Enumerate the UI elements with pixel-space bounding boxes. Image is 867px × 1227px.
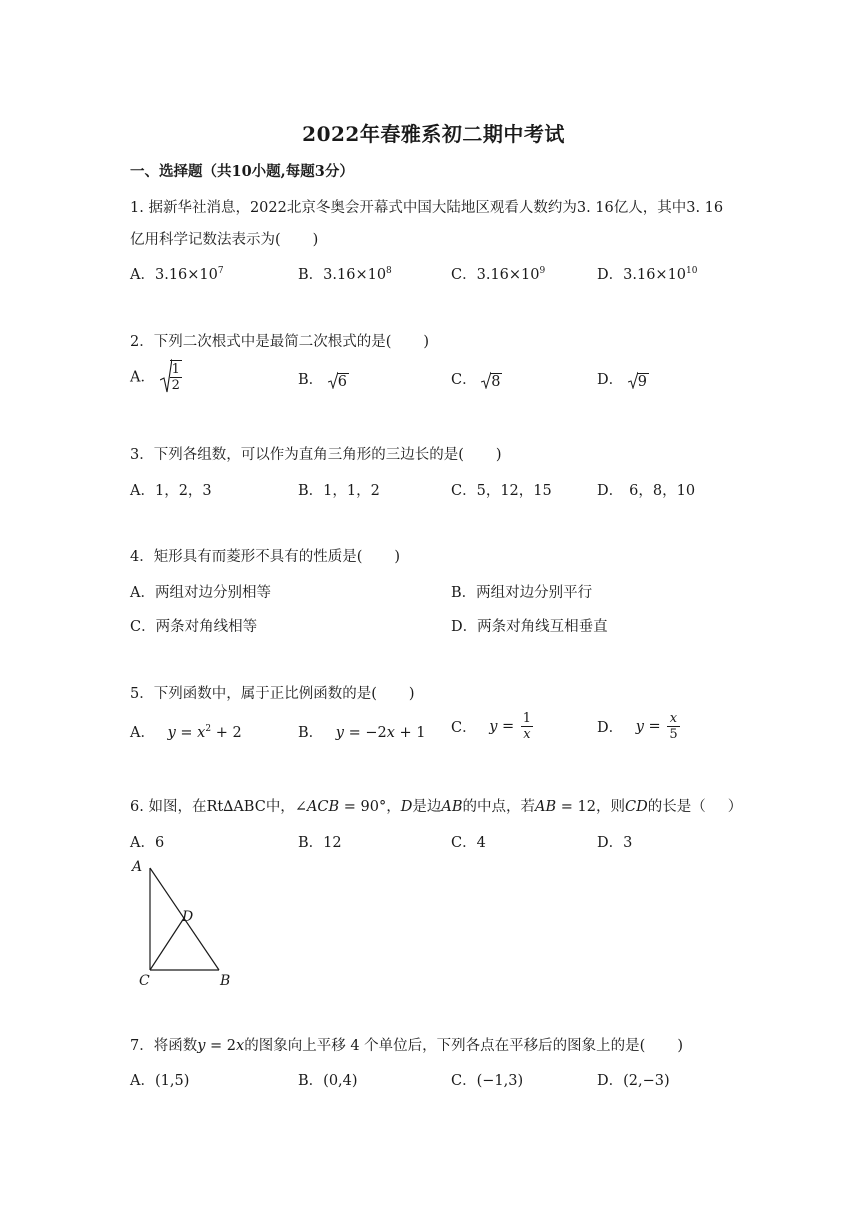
question-5-option-a[interactable] xyxy=(130,721,242,742)
formula-lhs: y xyxy=(489,718,498,735)
question-6-text xyxy=(130,795,742,816)
option-value: (1,5) xyxy=(154,1073,190,1089)
question-7-text xyxy=(130,1034,683,1055)
question-1-option-b[interactable] xyxy=(298,263,392,284)
option-letter: B． xyxy=(298,725,324,741)
question-6-option-b[interactable] xyxy=(298,831,342,852)
option-value: 1，2，3 xyxy=(154,483,212,499)
fraction-denominator: x xyxy=(523,727,531,742)
segment-cd xyxy=(150,918,184,970)
option-letter: D． xyxy=(597,483,624,499)
question-4-text xyxy=(130,545,400,566)
option-letter: D． xyxy=(597,835,624,851)
option-value: 3 xyxy=(623,835,633,851)
question-6-option-c[interactable] xyxy=(451,831,486,852)
option-value: 两条对角线互相垂直 xyxy=(477,619,608,635)
formula-eq: = xyxy=(175,725,198,741)
question-1-close-paren: ) xyxy=(312,232,319,248)
question-2-text xyxy=(130,330,429,351)
option-value: 5，12，15 xyxy=(476,483,552,499)
formula-eq: = xyxy=(497,718,519,735)
option-letter: C． xyxy=(130,619,156,635)
question-5-stem: 5．下列函数中，属于正比例函数的是( xyxy=(130,686,377,702)
option-value: (0,4) xyxy=(323,1073,358,1089)
section-heading: 一、选择题（共10小题,每题3分） xyxy=(130,163,354,180)
question-2-option-a[interactable] xyxy=(130,358,184,394)
option-letter: A． xyxy=(130,725,155,741)
option-letter: A． xyxy=(130,369,155,386)
question-2-option-b[interactable] xyxy=(298,368,349,390)
function-var: x xyxy=(236,1038,245,1054)
segment-ab-value: = 12 xyxy=(556,799,597,815)
question-1-option-d[interactable] xyxy=(597,263,697,284)
label-c: C xyxy=(139,973,150,989)
option-exponent: 9 xyxy=(539,266,546,277)
question-3-close-paren: ) xyxy=(495,447,502,463)
question-7-option-d[interactable] xyxy=(597,1069,670,1090)
question-6-prefix: 6. 如图，在 xyxy=(130,799,207,815)
option-base: 3.16×10 xyxy=(623,267,687,283)
option-value: 4 xyxy=(476,835,486,851)
formula-var: x xyxy=(197,725,206,741)
option-letter: B． xyxy=(298,835,324,851)
fraction-denominator: 2 xyxy=(171,377,180,393)
question-1-line-1: 1. 据新华社消息，2022北京冬奥会开幕式中国大陆地区观看人数约为3. 16亿人，其中3. 16 xyxy=(130,200,724,216)
option-letter: D． xyxy=(451,619,478,635)
question-4-close-paren: ) xyxy=(394,549,401,565)
question-6-text-part: 的中点，若 xyxy=(462,799,536,815)
option-letter: B． xyxy=(298,1073,324,1089)
page-title: 2022年春雅系初二期中考试 xyxy=(302,122,565,146)
fraction-numerator: 1 xyxy=(171,361,180,377)
fraction-numerator: x xyxy=(667,711,679,727)
segment-ab: AB xyxy=(441,799,463,815)
question-7-option-c[interactable] xyxy=(451,1069,523,1090)
radical xyxy=(328,371,349,390)
radical xyxy=(481,371,502,390)
question-6-option-a[interactable] xyxy=(130,831,164,852)
question-3-text xyxy=(130,443,502,464)
option-value: 两组对边分别平行 xyxy=(476,585,593,601)
question-3-option-d[interactable] xyxy=(597,479,695,500)
question-1-option-a[interactable] xyxy=(130,263,224,284)
question-7-prefix: 7．将函数 xyxy=(130,1038,198,1054)
question-3-stem: 3．下列各组数，可以作为直角三角形的三边长的是( xyxy=(130,447,464,463)
option-letter: A． xyxy=(130,585,155,601)
option-letter: A． xyxy=(130,267,155,283)
option-value: 1，1，2 xyxy=(323,483,380,499)
angle-name: ∠ACB xyxy=(294,799,340,815)
option-letter: A． xyxy=(130,483,155,499)
segment-cd: CD xyxy=(625,799,648,815)
fraction-denominator: 5 xyxy=(669,727,678,742)
question-3-option-b[interactable] xyxy=(298,479,380,500)
triangle-name: Rt∆ABC xyxy=(206,799,266,815)
option-letter: C． xyxy=(451,267,477,283)
question-7-close-paren: ) xyxy=(677,1038,683,1054)
option-value: 两条对角线相等 xyxy=(155,619,258,635)
question-6-close-paren: ） xyxy=(727,799,743,815)
option-letter: D． xyxy=(597,267,624,283)
radicand: 8 xyxy=(491,373,501,390)
option-value: 6 xyxy=(154,835,165,851)
question-6-text-part: 是边 xyxy=(412,799,442,815)
function-lhs: y xyxy=(197,1038,206,1054)
question-6-text-part: ，则 xyxy=(596,799,626,815)
option-letter: D． xyxy=(597,720,624,736)
point-d: D xyxy=(400,799,413,815)
question-2-stem: 2．下列二次根式中是最简二次根式的是( xyxy=(130,334,392,350)
option-value: 两组对边分别相等 xyxy=(154,585,271,601)
option-value: (2,−3) xyxy=(623,1073,670,1089)
question-3-option-a[interactable] xyxy=(130,479,212,500)
formula-eq: = xyxy=(643,718,666,735)
question-7-suffix: 的图象向上平移 4 个单位后，下列各点在平移后的图象上的是( xyxy=(244,1038,646,1054)
question-4-option-c[interactable] xyxy=(130,615,257,636)
option-letter: C． xyxy=(451,720,477,736)
question-1-stem: 亿用科学记数法表示为( xyxy=(130,232,281,248)
formula-fraction xyxy=(667,711,679,742)
fraction-numerator: 1 xyxy=(522,711,532,726)
question-2-option-d[interactable] xyxy=(597,368,649,390)
question-5-option-d[interactable] xyxy=(597,711,682,742)
option-value: 6，8，10 xyxy=(629,483,696,499)
option-letter: D． xyxy=(597,372,624,388)
option-letter: A． xyxy=(130,835,155,851)
option-letter: C． xyxy=(451,483,477,499)
option-letter: C． xyxy=(451,372,477,388)
formula-lhs: y xyxy=(335,725,344,741)
question-1-line-2 xyxy=(130,228,318,249)
angle-value: = 90° xyxy=(339,799,387,815)
option-letter: B． xyxy=(451,585,477,601)
question-6-suffix: 的长是（ xyxy=(647,799,706,815)
formula-eq: = −2 xyxy=(343,725,387,741)
question-6-option-d[interactable] xyxy=(597,831,632,852)
label-a: A xyxy=(132,859,143,875)
radical xyxy=(160,358,184,394)
option-value: (−1,3) xyxy=(476,1073,524,1089)
question-4-stem: 4．矩形具有而菱形不具有的性质是( xyxy=(130,549,363,565)
question-4-option-a[interactable] xyxy=(130,581,271,602)
formula-rest: + 1 xyxy=(394,725,426,741)
option-base: 3.16×10 xyxy=(476,267,540,283)
option-letter: B． xyxy=(298,372,324,388)
formula-lhs: y xyxy=(167,725,176,741)
question-5-option-c[interactable] xyxy=(451,711,535,742)
formula-lhs: y xyxy=(635,718,644,735)
option-letter: D． xyxy=(597,1073,624,1089)
question-6-text-part: ， xyxy=(386,799,401,815)
option-letter: C． xyxy=(451,1073,477,1089)
formula-fraction xyxy=(521,711,533,742)
radicand: 6 xyxy=(337,373,347,390)
option-exponent: 7 xyxy=(217,266,224,277)
option-exponent: 10 xyxy=(686,266,698,277)
radical-fraction xyxy=(170,360,182,393)
question-4-option-d[interactable] xyxy=(451,615,608,636)
question-3-option-c[interactable] xyxy=(451,479,552,500)
question-5-close-paren: ) xyxy=(408,686,415,702)
question-2-close-paren: ) xyxy=(423,334,430,350)
label-b: B xyxy=(220,973,231,989)
radical xyxy=(628,371,649,390)
option-letter: C． xyxy=(451,835,477,851)
question-5-option-b[interactable] xyxy=(298,721,426,742)
segment-ab: AB xyxy=(535,799,557,815)
radicand: 9 xyxy=(637,373,647,390)
label-d: D xyxy=(182,909,194,925)
option-value: 12 xyxy=(323,835,342,851)
question-7-option-b[interactable] xyxy=(298,1069,358,1090)
question-5-text xyxy=(130,682,415,703)
option-exponent: 8 xyxy=(386,266,392,277)
option-letter: B． xyxy=(298,483,324,499)
option-base: 3.16×10 xyxy=(154,267,218,283)
option-base: 3.16×10 xyxy=(323,267,387,283)
question-7-option-a[interactable] xyxy=(130,1069,189,1090)
option-letter: B． xyxy=(298,267,324,283)
question-6-text-part: 中， xyxy=(265,799,295,815)
question-4-option-b[interactable] xyxy=(451,581,592,602)
question-2-option-c[interactable] xyxy=(451,368,502,390)
formula-rest: + 2 xyxy=(211,725,242,741)
question-1-option-c[interactable] xyxy=(451,263,545,284)
formula-var: x xyxy=(386,725,395,741)
triangle-figure xyxy=(128,855,238,990)
formula-exponent: 2 xyxy=(205,724,212,735)
function-eq: = 2 xyxy=(205,1038,237,1054)
option-letter: A． xyxy=(130,1073,155,1089)
